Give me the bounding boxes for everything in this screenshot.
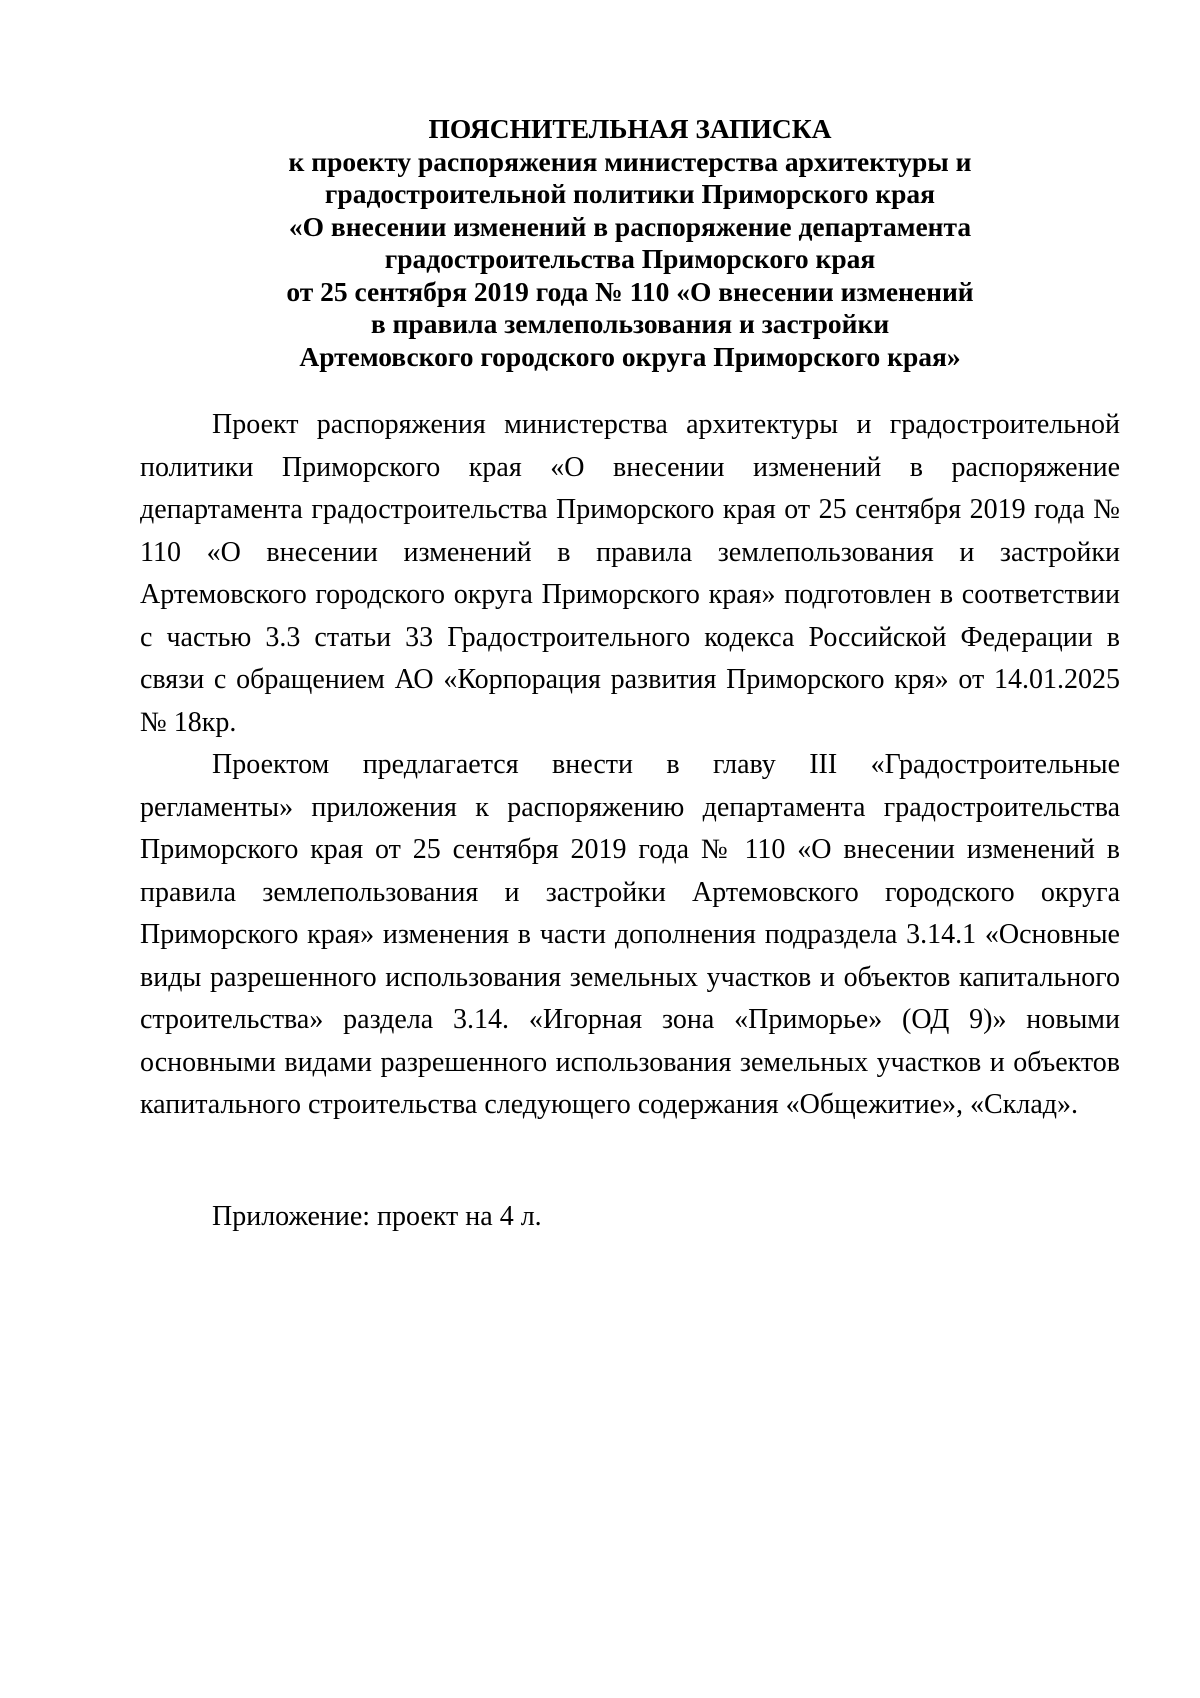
heading-line: градостроительства Приморского края bbox=[384, 243, 876, 274]
document-body bbox=[140, 404, 1120, 1127]
attachment-note: Приложение: проект на 4 л. bbox=[212, 1201, 542, 1232]
heading-title: ПОЯСНИТЕЛЬНАЯ ЗАПИСКА bbox=[428, 113, 832, 144]
heading-line: «О внесении изменений в распоряжение департамента bbox=[288, 210, 972, 242]
heading-line: Артемовского городского округа Приморского края» bbox=[299, 340, 961, 372]
heading-line: в правила землепользования и застройки bbox=[370, 308, 890, 339]
document-heading bbox=[140, 113, 1120, 373]
heading-line: от 25 сентября 2019 года № 110 «О внесении изменений bbox=[286, 275, 974, 307]
heading-line: к проекту распоряжения министерства архитектуры и bbox=[288, 145, 972, 177]
paragraph-proposal: Проектом предлагается внести в главу III «Градостроительные регламенты» приложения к распоряжению департамента градостроительства Приморского края от 25 сентября 2019 года № 110 «О внесении изменений в правила землепользования и застройки Артемовского городского округа Приморского края» изменения в части дополнения подраздела 3.14.1 «Основные виды разрешенного использования земельных участков и объектов капитального строительства» раздела 3.14. «Игорная зона «Приморье» (ОД 9)» новыми основными видами разрешенного использования земельных участков и объектов капитального строительства следующего содержания «Общежитие», «Склад». bbox=[140, 749, 1120, 1120]
paragraph-basis: Проект распоряжения министерства архитектуры и градостроительной политики Приморского края «О внесении изменений в распоряжение департамента градостроительства Приморского края от 25 сентября 2019 года № 110 «О внесении изменений в правила землепользования и застройки Артемовского городского округа Приморского края» подготовлен в соответствии с частью 3.3 статьи 33 Градостроительного кодекса Российской Федерации в связи с обращением АО «Корпорация развития Приморского кря» от 14.01.2025 № 18кр. bbox=[140, 409, 1120, 738]
heading-line: градостроительной политики Приморского края bbox=[324, 178, 936, 209]
